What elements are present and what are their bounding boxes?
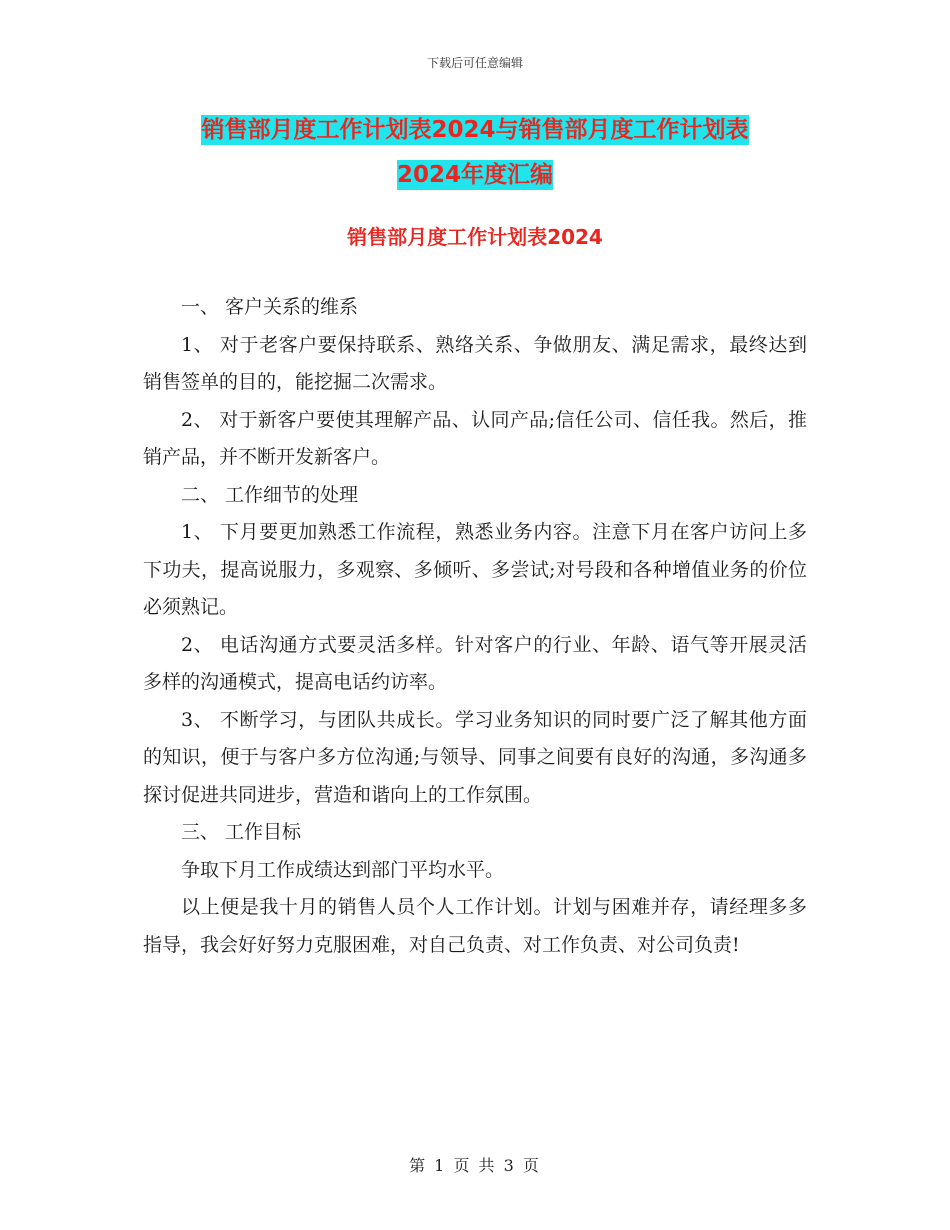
section-title: 销售部月度工作计划表2024 xyxy=(347,225,603,249)
document-title-text-2: 2024年度汇编 xyxy=(396,162,553,188)
paragraph: 2、 电话沟通方式要灵活多样。针对客户的行业、年龄、语气等开展灵活多样的沟通模式，提高电话约访率。 xyxy=(143,633,807,693)
document-title-line2 xyxy=(0,154,950,196)
paragraph: 争取下月工作成绩达到部门平均水平。 xyxy=(181,858,505,881)
document-body xyxy=(143,289,807,964)
page-number: 第 1 页 共 3 页 xyxy=(409,1156,541,1175)
paragraph: 1、 下月要更加熟悉工作流程，熟悉业务内容。注意下月在客户访问上多下功夫，提高说服力，多观察、多倾听、多尝试;对号段和各种增值业务的价位必须熟记。 xyxy=(143,521,807,618)
document-title-line1 xyxy=(0,109,950,151)
heading-work-details: 二、 工作细节的处理 xyxy=(181,483,359,506)
header-note: 下载后可任意编辑 xyxy=(426,56,523,70)
paragraph: 3、 不断学习，与团队共成长。学习业务知识的同时要广泛了解其他方面的知识，便于与客户多方位沟通;与领导、同事之间要有良好的沟通，多沟通多探讨促进共同进步，营造和谐向上的工作氛围。 xyxy=(143,708,807,806)
paragraph: 2、 对于新客户要使其理解产品、认同产品;信任公司、信任我。然后，推销产品，并不断开发新客户。 xyxy=(143,408,807,468)
paragraph: 1、 对于老客户要保持联系、熟络关系、争做朋友、满足需求，最终达到销售签单的目的，能挖掘二次需求。 xyxy=(143,333,807,393)
heading-work-goals: 三、 工作目标 xyxy=(181,821,302,843)
heading-customer-relations: 一、 客户关系的维系 xyxy=(181,296,359,318)
paragraph: 以上便是我十月的销售人员个人工作计划。计划与困难并存，请经理多多指导，我会好好努力克服困难，对自己负责、对工作负责、对公司负责! xyxy=(143,896,807,956)
document-title-text-1: 销售部月度工作计划表2024与销售部月度工作计划表 xyxy=(201,117,749,143)
